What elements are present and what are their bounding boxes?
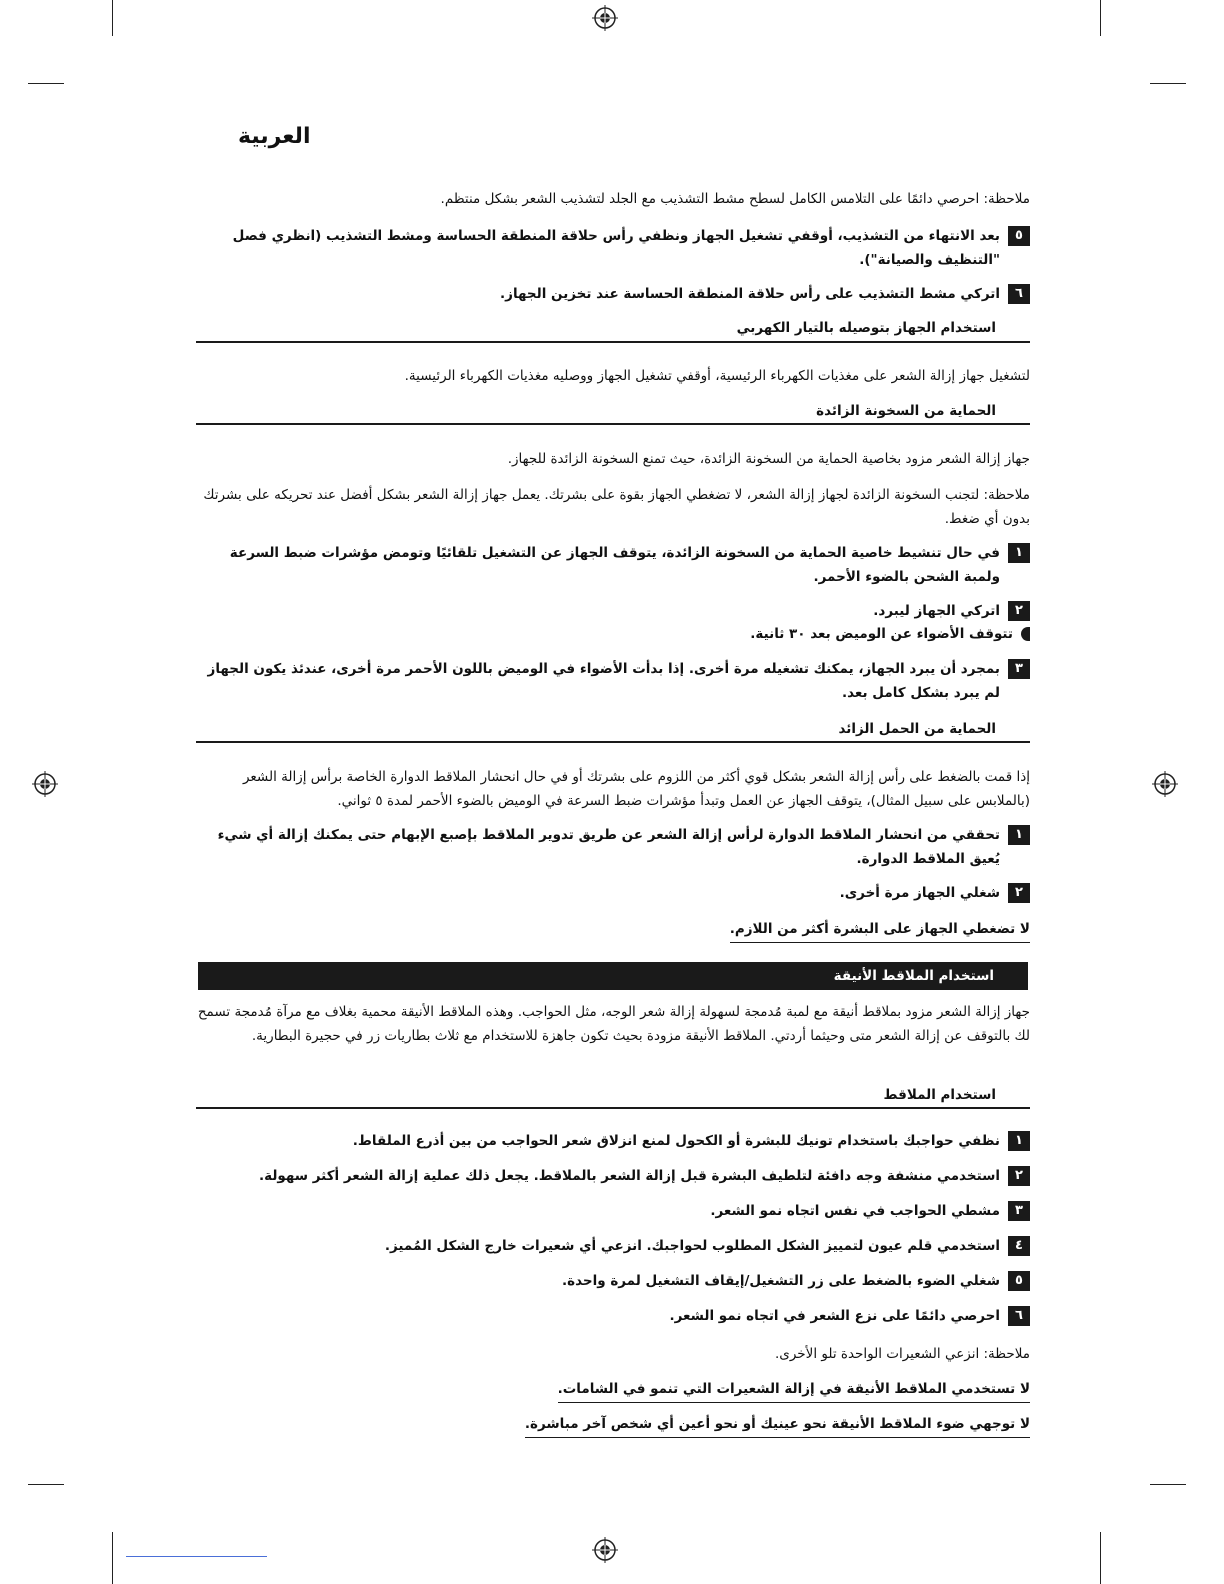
list-item	[196, 1234, 1030, 1258]
step-number: ٣	[1008, 1201, 1030, 1221]
warning-text: لا توجهي ضوء الملاقط الأنيقة نحو عينيك أو نحو أعين أي شخص آخر مباشرة.	[525, 1412, 1030, 1438]
paragraph-overheat: جهاز إزالة الشعر مزود بخاصية الحماية من السخونة الزائدة، حيث تمنع السخونة الزائدة للجهاز.	[507, 451, 1030, 467]
paragraph-overload: إذا قمت بالضغط على رأس إزالة الشعر بشكل قوي أكثر من اللزوم على بشرتك أو في حال انحشار الملاقط الدوارة الخاصة برأس إزالة الشعر (بالملابس على سبيل المثال)، يتوقف الجهاز عن العمل وتبدأ مؤشرات ضبط السرعة في الوميض بالضوء الأحمر لمدة ٥ ثواني.	[242, 769, 1030, 809]
list-item	[196, 657, 1030, 705]
crop-mark-bottom-right-h	[1150, 1484, 1186, 1485]
heading-rule	[196, 741, 1030, 743]
list-item	[196, 1304, 1030, 1328]
step-text: تحققي من انحشار الملاقط الدوارة لرأس إزالة الشعر عن طريق تدوير الملاقط بإصبع الإبهام حتى يمكنك إزالة أي شيء يُعيق الملاقط الدوارة.	[217, 827, 1000, 867]
step-text: استخدمي قلم عيون لتمييز الشكل المطلوب لحواجبك. انزعي أي شعيرات خارج الشكل المُميز.	[384, 1238, 1000, 1254]
crop-mark-bottom-right-v	[1100, 1532, 1101, 1584]
step-number: ١	[1008, 543, 1030, 563]
crop-mark-bottom-left-h	[28, 1484, 64, 1485]
section-heading-using-tweezers: استخدام الملاقط	[883, 1087, 996, 1103]
section-heading-overheat: الحماية من السخونة الزائدة	[816, 403, 996, 419]
list-item	[196, 1269, 1030, 1293]
warning-eyes	[525, 1412, 1030, 1438]
step-text: اتركي مشط التشذيب على رأس حلاقة المنطقة الحساسة عند تخزين الجهاز.	[500, 286, 1000, 302]
warning-overload	[730, 917, 1030, 943]
section-banner-tweezers: استخدام الملاقط الأنيقة	[198, 962, 1028, 990]
crop-mark-top-right-v	[1100, 0, 1101, 36]
list-item	[196, 224, 1030, 272]
note-one-by-one: ملاحظة: انزعي الشعيرات الواحدة تلو الأخرى.	[774, 1346, 1030, 1362]
step-text: نظفي حواجبك باستخدام تونيك للبشرة أو الكحول لمنع انزلاق شعر الحواجب من بين أذرع الملقاط.	[352, 1133, 1000, 1149]
warning-moles	[558, 1377, 1030, 1403]
paragraph-tweezers: جهاز إزالة الشعر مزود بملاقط أنيقة مع لمبة مُدمجة لسهولة إزالة شعر الوجه، مثل الحواجب. وهذه الملاقط الأنيقة محمية بغلاف مع مرآة مُدمجة تسمح لك بالتوقف عن إزالة الشعر متى وحيثما أردتي. الملاقط الأنيقة مزودة بحيث تكون جاهزة للاستخدام مع ثلاث بطاريات زر في حجيرة البطارية.	[197, 1004, 1030, 1044]
step-number: ٤	[1008, 1236, 1030, 1256]
step-number: ٦	[1008, 284, 1030, 304]
half-circle-bullet-icon	[1021, 627, 1030, 641]
registration-mark-icon	[1152, 771, 1178, 797]
step-number: ٢	[1008, 1166, 1030, 1186]
sub-bullet-text: تتوقف الأضواء عن الوميض بعد ٣٠ ثانية.	[750, 626, 1013, 642]
list-item	[196, 1164, 1030, 1188]
list-item	[196, 823, 1030, 871]
crop-mark-top-left-h	[28, 83, 64, 84]
note-overheat: ملاحظة: لتجنب السخونة الزائدة لجهاز إزالة الشعر، لا تضغطي الجهاز بقوة على بشرتك. يعمل جهاز إزالة الشعر بشكل أفضل عند تحريكه على بشرتك بدون أي ضغط.	[203, 487, 1030, 527]
crop-mark-top-right-h	[1150, 83, 1186, 84]
sub-bullet	[750, 622, 1030, 646]
heading-rule	[196, 423, 1030, 425]
step-text: مشطي الحواجب في نفس اتجاه نمو الشعر.	[710, 1203, 1000, 1219]
list-item	[196, 599, 1030, 623]
list-item	[196, 541, 1030, 589]
step-number: ٣	[1008, 659, 1030, 679]
warning-text: لا تستخدمي الملاقط الأنيقة في إزالة الشعيرات التي تنمو في الشامات.	[558, 1377, 1030, 1403]
page-language-title: العربية	[238, 124, 311, 149]
step-text: شغلي الجهاز مرة أخرى.	[839, 885, 1000, 901]
registration-mark-icon	[32, 771, 58, 797]
crop-mark-bottom-left-v	[112, 1532, 113, 1584]
step-text: احرصي دائمًا على نزع الشعر في اتجاه نمو الشعر.	[669, 1308, 1000, 1324]
list-item	[196, 1129, 1030, 1153]
step-number: ٥	[1008, 1271, 1030, 1291]
registration-mark-icon	[592, 1537, 618, 1563]
list-item	[196, 881, 1030, 905]
step-text: اتركي الجهاز ليبرد.	[873, 603, 1000, 619]
step-text: استخدمي منشفة وجه دافئة لتلطيف البشرة قبل إزالة الشعر بالملاقط. يجعل ذلك عملية إزالة الشعر أكثر سهولة.	[259, 1168, 1000, 1184]
step-number: ٢	[1008, 883, 1030, 903]
list-item	[196, 1199, 1030, 1223]
step-number: ٢	[1008, 601, 1030, 621]
registration-mark-icon	[592, 5, 618, 31]
step-text: بعد الانتهاء من التشذيب، أوقفي تشغيل الجهاز ونظفي رأس حلاقة المنطقة الحساسة ومشط التشذيب (انظري فصل "التنظيف والصيانة").	[232, 228, 1000, 268]
crop-mark-top-left-v	[112, 0, 113, 36]
step-number: ٥	[1008, 226, 1030, 246]
heading-rule	[196, 1107, 1030, 1109]
step-number: ٦	[1008, 1306, 1030, 1326]
footer-link-underline	[126, 1556, 267, 1557]
heading-rule	[196, 341, 1030, 343]
step-number: ١	[1008, 825, 1030, 845]
paragraph-mains: لتشغيل جهاز إزالة الشعر على مغذيات الكهرباء الرئيسية، أوقفي تشغيل الجهاز ووصليه مغذيات الكهرباء الرئيسية.	[404, 368, 1030, 384]
step-text: في حال تنشيط خاصية الحماية من السخونة الزائدة، يتوقف الجهاز عن التشغيل تلقائيًا وتومض مؤشرات ضبط السرعة ولمبة الشحن بالضوء الأحمر.	[229, 545, 1000, 585]
step-text: شغلي الضوء بالضغط على زر التشغيل/إيقاف التشغيل لمرة واحدة.	[561, 1273, 1000, 1289]
warning-text: لا تضغطي الجهاز على البشرة أكثر من اللازم.	[730, 917, 1030, 943]
step-text: بمجرد أن يبرد الجهاز، يمكنك تشغيله مرة أخرى. إذا بدأت الأضواء في الوميض باللون الأحمر مرة أخرى، عندئذ يكون الجهاز لم يبرد بشكل كامل بعد.	[207, 661, 1000, 701]
section-heading-mains: استخدام الجهاز بتوصيله بالتيار الكهربي	[736, 320, 996, 336]
list-item	[196, 282, 1030, 306]
section-heading-overload: الحماية من الحمل الزائد	[838, 721, 996, 737]
note-trimming-comb: ملاحظة: احرصي دائمًا على التلامس الكامل لسطح مشط التشذيب مع الجلد لتشذيب الشعر بشكل منتظم.	[440, 191, 1030, 207]
step-number: ١	[1008, 1131, 1030, 1151]
